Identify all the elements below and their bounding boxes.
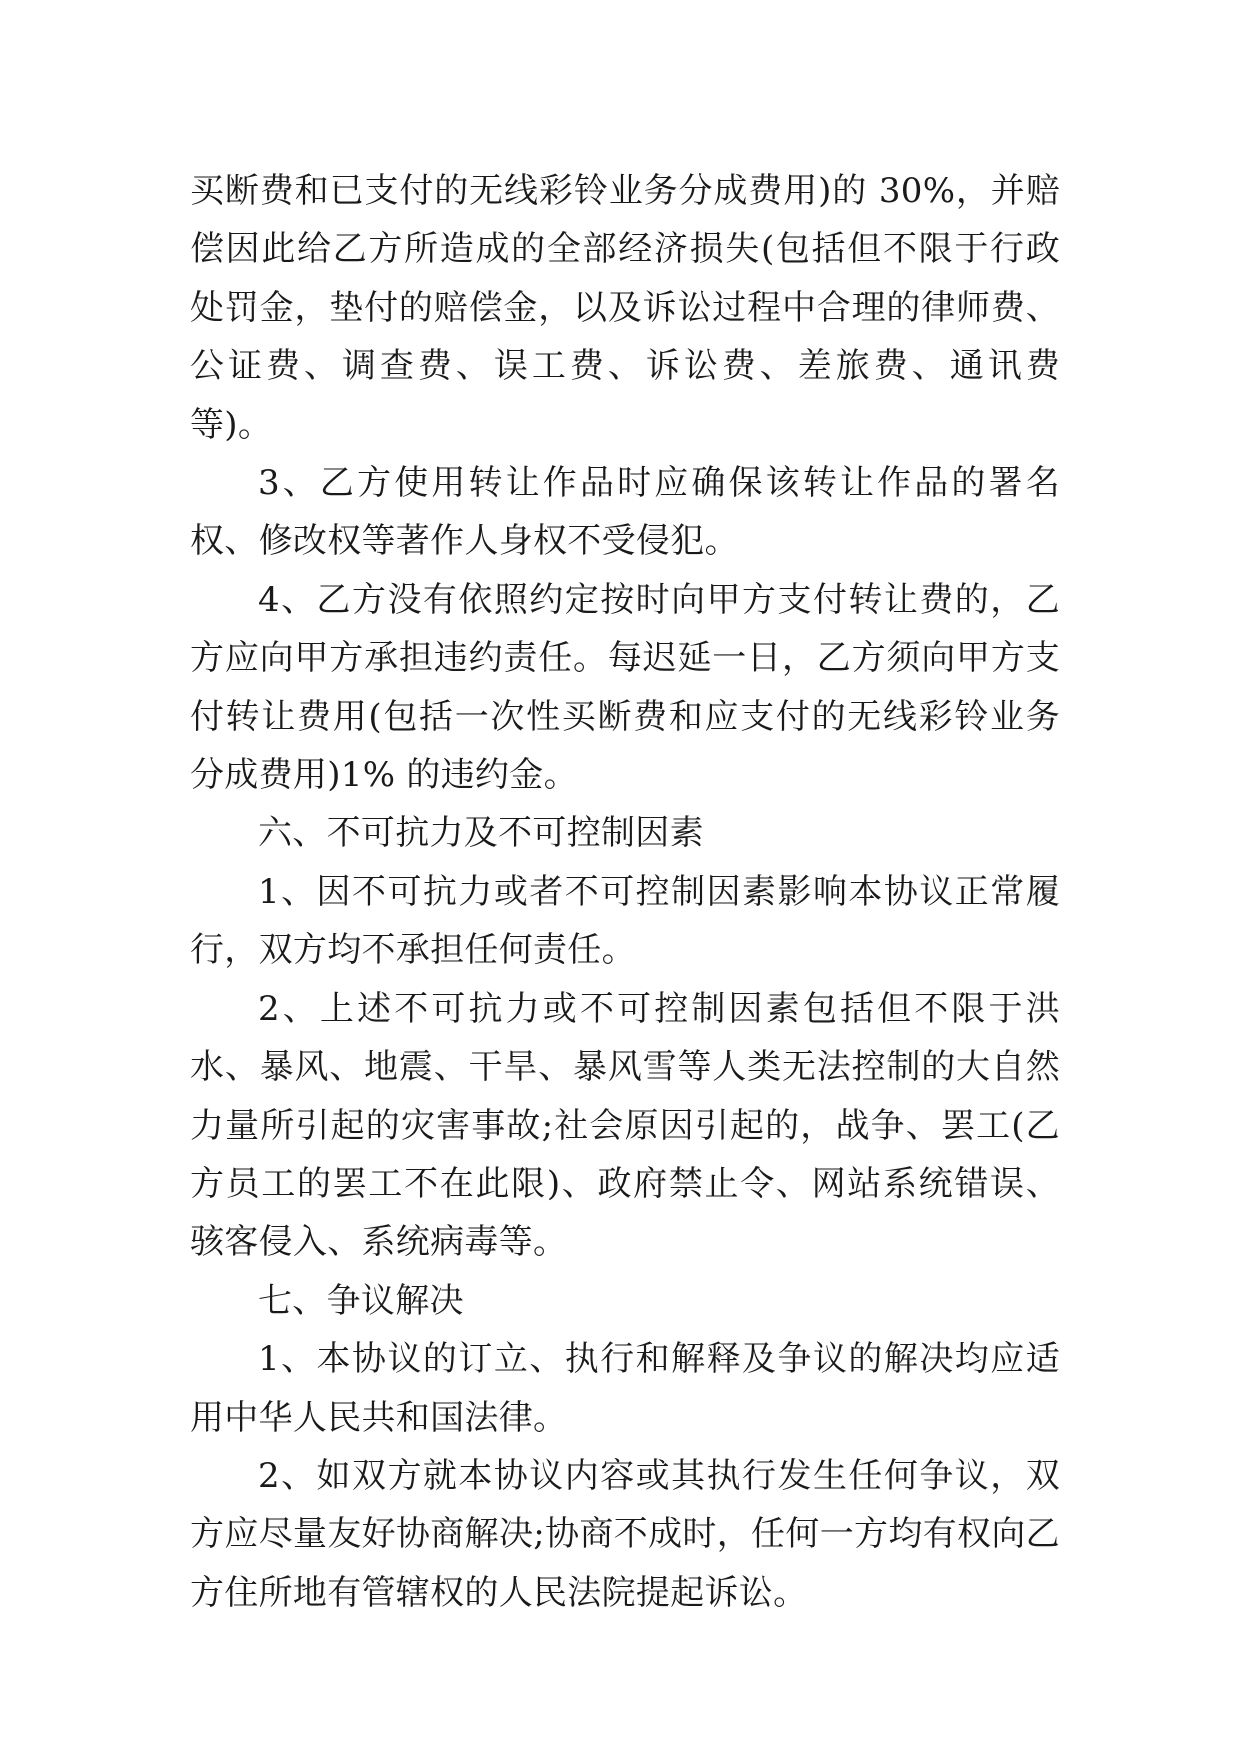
section-heading-force-majeure: 六、不可抗力及不可控制因素 [258,813,704,854]
paragraph-dispute-2: 2、如双方就本协议内容或其执行发生任何争议，双方应尽量友好协商解决;协商不成时，任何一方均有权向乙方住所地有管辖权的人民法院提起诉讼。 [190,1455,1060,1613]
paragraph-dispute-1: 1、本协议的订立、执行和解释及争议的解决均应适用中华人民共和国法律。 [190,1339,1060,1438]
section-heading-dispute-resolution: 七、争议解决 [258,1280,464,1321]
paragraph-continuation: 买断费和已支付的无线彩铃业务分成费用)的 30%，并赔偿因此给乙方所造成的全部经济损失(包括但不限于行政处罚金，垫付的赔偿金，以及诉讼过程中合理的律师费、公证费、调查费、误工费、诉讼费、差旅费、通讯费等)。 [190,171,1060,445]
document-body [190,162,1060,1622]
paragraph-clause-3: 3、乙方使用转让作品时应确保该转让作品的署名权、修改权等著作人身权不受侵犯。 [190,463,1060,562]
paragraph-force-majeure-2: 2、上述不可抗力或不可控制因素包括但不限于洪水、暴风、地震、干旱、暴风雪等人类无法控制的大自然力量所引起的灾害事故;社会原因引起的，战争、罢工(乙方员工的罢工不在此限)、政府禁止令、网站系统错误、骇客侵入、系统病毒等。 [190,988,1060,1263]
paragraph-force-majeure-1: 1、因不可抗力或者不可控制因素影响本协议正常履行，双方均不承担任何责任。 [190,871,1060,971]
paragraph-clause-4: 4、乙方没有依照约定按时向甲方支付转让费的，乙方应向甲方承担违约责任。每迟延一日，乙方须向甲方支付转让费用(包括一次性买断费和应支付的无线彩铃业务分成费用)1% 的违约金。 [190,579,1060,796]
